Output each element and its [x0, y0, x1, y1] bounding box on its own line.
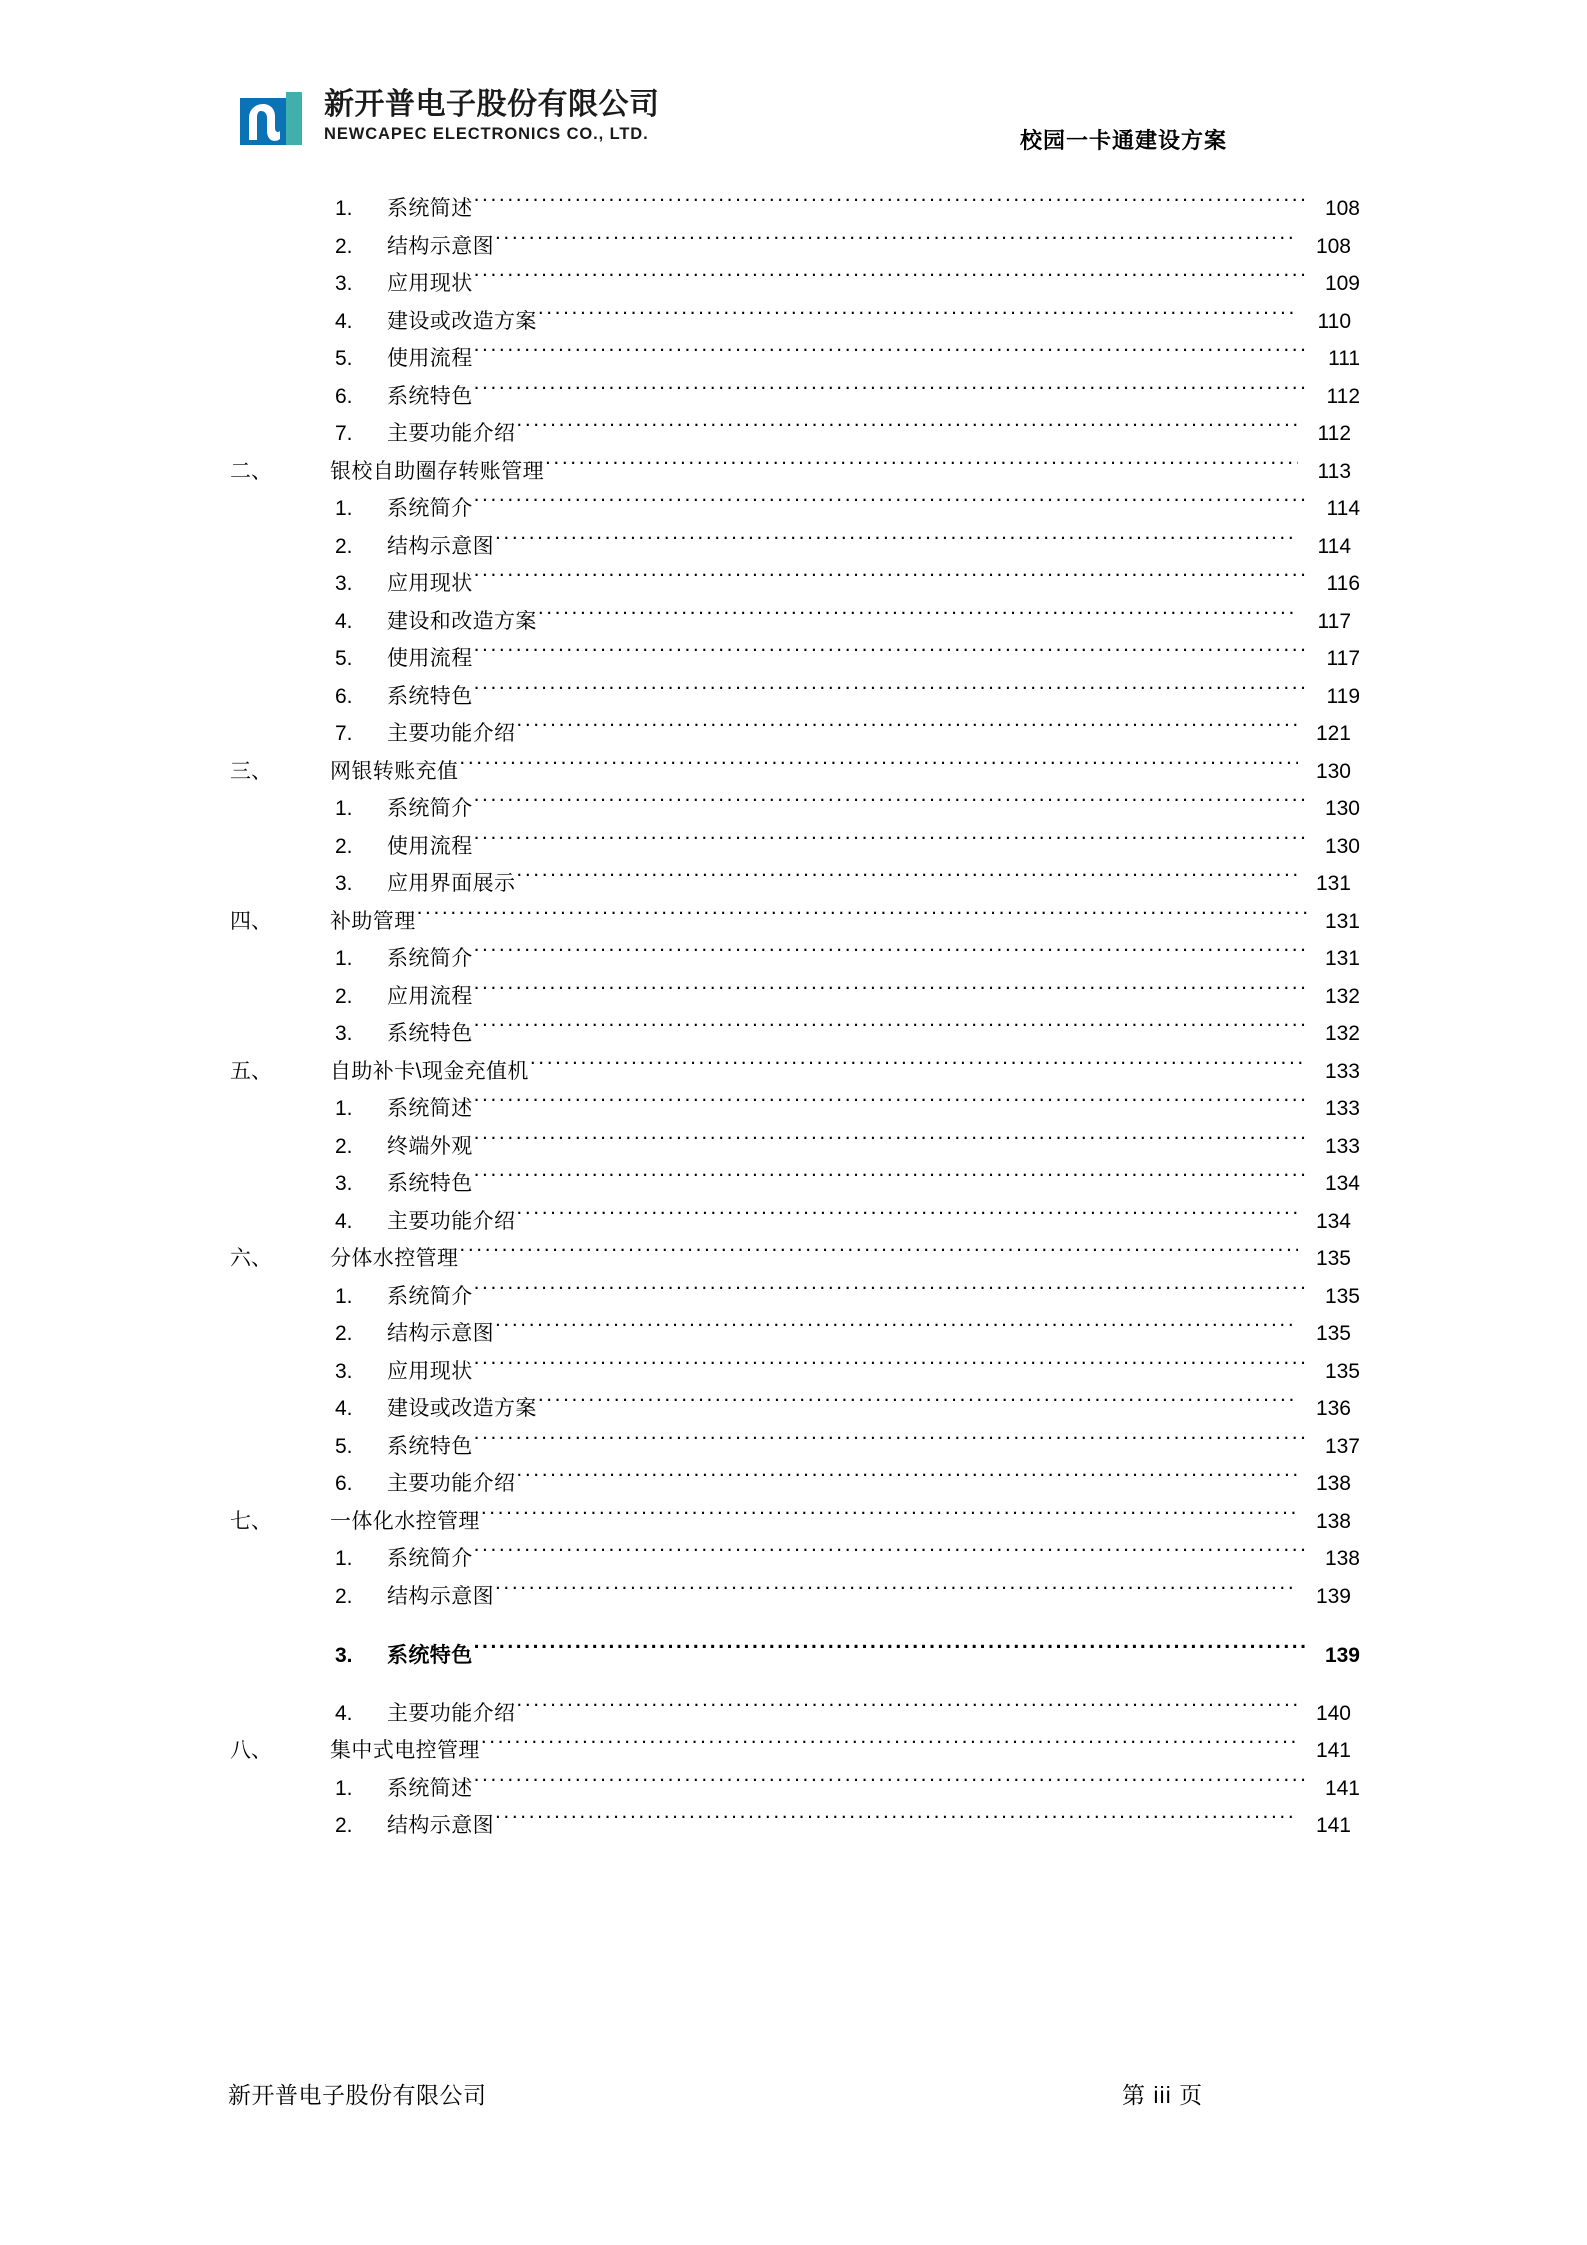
toc-entry[interactable]: [0, 753, 1587, 791]
toc-entry-page-number: 130: [1324, 834, 1360, 858]
toc-entry-label: 银校自助圈存转账管理: [330, 459, 544, 483]
toc-entry-page-number: 134: [1324, 1172, 1360, 1195]
toc-entry-number: 7.: [335, 422, 353, 445]
toc-entry-label: 系统简介: [387, 797, 473, 820]
toc-leader-dots: [474, 1282, 1307, 1303]
toc-entry[interactable]: [0, 903, 1587, 941]
toc-entry-number: 7.: [335, 722, 353, 745]
toc-entry-number: 3.: [335, 272, 353, 295]
toc-entry[interactable]: [0, 528, 1587, 566]
newcapec-logo-icon: [240, 92, 314, 146]
toc-leader-dots: [474, 1132, 1307, 1153]
toc-entry-page-number: 136: [1315, 1397, 1351, 1420]
toc-entry[interactable]: [0, 1465, 1587, 1503]
toc-entry-label: 主要功能介绍: [387, 722, 516, 745]
toc-entry-page-number: 135: [1315, 1322, 1351, 1345]
toc-leader-dots: [459, 757, 1298, 778]
toc-leader-dots: [474, 644, 1307, 665]
toc-entry-number: 六、: [230, 1247, 272, 1270]
toc-leader-dots: [516, 869, 1298, 890]
toc-entry[interactable]: [0, 1128, 1587, 1166]
toc-entry-page-number: 138: [1324, 1547, 1360, 1570]
toc-entry-number: 八、: [230, 1739, 272, 1762]
toc-entry-label: 主要功能介绍: [387, 1209, 516, 1233]
toc-entry-page-number: 112: [1326, 384, 1360, 408]
toc-entry[interactable]: [0, 1578, 1587, 1616]
toc-entry-number: 1.: [335, 1097, 353, 1120]
toc-leader-dots: [495, 532, 1298, 553]
toc-entry-number: 6.: [335, 1472, 353, 1495]
toc-entry-page-number: 116: [1326, 572, 1360, 595]
logo-teal-bar: [286, 92, 302, 145]
toc-entry-number: 3.: [335, 1172, 353, 1195]
toc-entry-page-number: 133: [1324, 1097, 1360, 1120]
toc-entry-number: 1.: [335, 947, 353, 970]
toc-entry[interactable]: [0, 340, 1587, 378]
toc-entry-label: 补助管理: [330, 909, 416, 933]
toc-leader-dots: [516, 1699, 1298, 1720]
toc-entry-label: 终端外观: [387, 1134, 473, 1158]
toc-leader-dots: [516, 1207, 1298, 1228]
toc-leader-dots: [516, 1469, 1298, 1490]
toc-entry-label: 结构示意图: [387, 534, 494, 558]
toc-entry-page-number: 133: [1324, 1059, 1360, 1083]
toc-entry-page-number: 130: [1324, 797, 1360, 820]
toc-entry[interactable]: [0, 1353, 1587, 1391]
toc-entry-number: 二、: [230, 459, 272, 483]
toc-leader-dots: [495, 1811, 1298, 1832]
toc-leader-dots: [516, 719, 1298, 740]
toc-leader-dots: [474, 1544, 1307, 1565]
toc-entry-number: 1.: [335, 197, 353, 220]
table-of-contents: [0, 190, 1587, 1845]
toc-entry-label: 应用现状: [387, 1359, 473, 1383]
toc-entry-label: 系统简述: [387, 197, 473, 220]
page-header: [0, 0, 1587, 170]
toc-entry-label: 主要功能介绍: [387, 1472, 516, 1495]
toc-leader-dots: [481, 1736, 1298, 1757]
toc-entry-number: 4.: [335, 609, 353, 633]
toc-leader-dots: [459, 1244, 1298, 1265]
toc-leader-dots: [474, 944, 1307, 965]
toc-entry-number: 五、: [230, 1059, 272, 1083]
toc-entry[interactable]: [0, 1428, 1587, 1466]
toc-leader-dots: [474, 1774, 1307, 1795]
toc-leader-dots: [474, 794, 1307, 815]
toc-entry-label: 系统特色: [387, 684, 473, 708]
page-footer: [0, 2077, 1587, 2117]
toc-entry-page-number: 117: [1326, 647, 1360, 670]
toc-entry-label: 结构示意图: [387, 234, 494, 258]
toc-entry-page-number: 139: [1324, 1644, 1360, 1667]
toc-entry-label: 系统简介: [387, 497, 473, 520]
toc-entry-page-number: 139: [1315, 1584, 1351, 1608]
toc-entry-label: 结构示意图: [387, 1322, 494, 1345]
toc-entry[interactable]: [0, 190, 1587, 228]
logo-square-shape: [240, 98, 290, 145]
toc-entry[interactable]: [0, 1770, 1587, 1808]
toc-leader-dots: [538, 1394, 1298, 1415]
toc-entry[interactable]: [0, 978, 1587, 1016]
toc-leader-dots: [538, 607, 1298, 628]
toc-entry-number: 3.: [335, 1359, 353, 1383]
toc-entry-number: 3.: [335, 872, 353, 895]
toc-entry-label: 网银转账充值: [330, 759, 459, 783]
toc-entry-page-number: 133: [1324, 1134, 1360, 1158]
toc-entry[interactable]: [0, 1053, 1587, 1091]
toc-entry-number: 1.: [335, 1547, 353, 1570]
toc-leader-dots: [474, 1169, 1307, 1190]
toc-entry-page-number: 138: [1315, 1472, 1351, 1495]
toc-entry[interactable]: [0, 940, 1587, 978]
toc-entry-label: 应用现状: [387, 572, 473, 595]
toc-leader-dots: [474, 1641, 1307, 1662]
company-brand: [240, 88, 660, 146]
toc-entry-page-number: 114: [1326, 497, 1360, 520]
toc-entry-label: 系统简述: [387, 1097, 473, 1120]
toc-entry-page-number: 135: [1324, 1359, 1360, 1383]
toc-leader-dots: [417, 907, 1307, 928]
toc-entry-label: 使用流程: [387, 647, 473, 670]
toc-leader-dots: [495, 232, 1298, 253]
toc-leader-dots: [474, 1357, 1307, 1378]
toc-entry-label: 系统特色: [387, 1644, 473, 1667]
toc-entry-label: 系统特色: [387, 384, 473, 408]
toc-entry-page-number: 141: [1315, 1814, 1351, 1837]
toc-entry-label: 分体水控管理: [330, 1247, 459, 1270]
toc-entry[interactable]: [0, 415, 1587, 453]
toc-entry-page-number: 111: [1328, 347, 1360, 370]
toc-entry[interactable]: [0, 453, 1587, 491]
toc-leader-dots: [474, 569, 1307, 590]
toc-entry[interactable]: [0, 1637, 1587, 1675]
toc-entry-number: 2.: [335, 1814, 353, 1837]
toc-entry[interactable]: [0, 1732, 1587, 1770]
toc-entry-number: 2.: [335, 1134, 353, 1158]
toc-entry-label: 系统特色: [387, 1434, 473, 1458]
toc-leader-dots: [474, 344, 1307, 365]
toc-entry-number: 1.: [335, 1776, 353, 1800]
toc-entry[interactable]: [0, 1315, 1587, 1353]
toc-entry-number: 2.: [335, 534, 353, 558]
toc-entry-label: 应用界面展示: [387, 872, 516, 895]
toc-entry-page-number: 119: [1326, 684, 1360, 708]
toc-entry-label: 结构示意图: [387, 1814, 494, 1837]
toc-entry-label: 一体化水控管理: [330, 1509, 480, 1533]
toc-entry-number: 5.: [335, 1434, 353, 1458]
toc-entry-label: 使用流程: [387, 834, 473, 858]
toc-entry-page-number: 134: [1315, 1209, 1351, 1233]
company-name-cn: 新开普电子股份有限公司: [324, 88, 660, 121]
toc-entry-label: 系统简述: [387, 1776, 473, 1800]
toc-leader-dots: [516, 419, 1298, 440]
toc-entry-label: 建设或改造方案: [387, 1397, 537, 1420]
toc-entry-page-number: 132: [1324, 1022, 1360, 1045]
toc-entry[interactable]: [0, 790, 1587, 828]
toc-entry-label: 结构示意图: [387, 1584, 494, 1608]
toc-entry-label: 集中式电控管理: [330, 1739, 480, 1762]
toc-entry-number: 3.: [335, 572, 353, 595]
toc-entry[interactable]: [0, 603, 1587, 641]
toc-entry-number: 2.: [335, 1322, 353, 1345]
toc-leader-dots: [495, 1582, 1298, 1603]
toc-entry-label: 应用现状: [387, 272, 473, 295]
toc-entry-number: 4.: [335, 1397, 353, 1420]
toc-entry-page-number: 137: [1324, 1434, 1360, 1458]
toc-entry[interactable]: [0, 265, 1587, 303]
toc-entry-page-number: 140: [1315, 1701, 1351, 1725]
toc-entry-number: 2.: [335, 984, 353, 1008]
toc-entry-number: 6.: [335, 684, 353, 708]
toc-entry[interactable]: [0, 1503, 1587, 1541]
toc-leader-dots: [474, 382, 1307, 403]
toc-entry-label: 主要功能介绍: [387, 1701, 516, 1725]
toc-leader-dots: [474, 1094, 1307, 1115]
toc-entry-label: 主要功能介绍: [387, 422, 516, 445]
toc-entry-number: 1.: [335, 1284, 353, 1308]
toc-entry-number: 4.: [335, 309, 353, 333]
toc-entry-page-number: 112: [1317, 422, 1351, 445]
toc-leader-dots: [474, 269, 1307, 290]
toc-entry[interactable]: [0, 1240, 1587, 1278]
toc-entry-label: 使用流程: [387, 347, 473, 370]
toc-leader-dots: [474, 682, 1307, 703]
footer-company-name: 新开普电子股份有限公司: [228, 2082, 487, 2108]
toc-entry[interactable]: [0, 1540, 1587, 1578]
toc-entry-page-number: 141: [1315, 1739, 1351, 1762]
toc-entry-label: 系统特色: [387, 1172, 473, 1195]
toc-entry-label: 系统简介: [387, 1547, 473, 1570]
toc-entry-page-number: 138: [1315, 1509, 1351, 1533]
footer-page-number: 第 iii 页: [1122, 2082, 1204, 2108]
toc-entry-page-number: 135: [1324, 1284, 1360, 1308]
toc-entry-page-number: 109: [1324, 272, 1360, 295]
toc-entry-page-number: 114: [1317, 534, 1351, 558]
toc-leader-dots: [538, 307, 1298, 328]
toc-entry[interactable]: [0, 303, 1587, 341]
toc-entry-number: 3.: [335, 1022, 353, 1045]
brand-text-block: [324, 88, 660, 144]
toc-entry[interactable]: [0, 1165, 1587, 1203]
toc-leader-dots: [481, 1507, 1298, 1528]
toc-leader-dots: [474, 1432, 1307, 1453]
toc-entry[interactable]: [0, 1390, 1587, 1428]
document-title: 校园一卡通建设方案: [1020, 128, 1228, 153]
toc-entry-number: 5.: [335, 347, 353, 370]
toc-entry-label: 系统简介: [387, 947, 473, 970]
toc-entry[interactable]: [0, 828, 1587, 866]
toc-entry-page-number: 141: [1324, 1776, 1360, 1800]
toc-entry-label: 应用流程: [387, 984, 473, 1008]
toc-leader-dots: [530, 1057, 1307, 1078]
toc-entry[interactable]: [0, 1695, 1587, 1733]
toc-leader-dots: [474, 832, 1307, 853]
toc-entry[interactable]: [0, 678, 1587, 716]
toc-entry-number: 4.: [335, 1701, 353, 1725]
toc-entry-number: 1.: [335, 797, 353, 820]
toc-entry-number: 1.: [335, 497, 353, 520]
toc-leader-dots: [545, 457, 1298, 478]
company-name-en: NEWCAPEC ELECTRONICS CO., LTD.: [324, 125, 649, 143]
toc-entry[interactable]: [0, 1015, 1587, 1053]
toc-leader-dots: [474, 494, 1307, 515]
toc-entry-number: 6.: [335, 384, 353, 408]
toc-entry-number: 2.: [335, 1584, 353, 1608]
toc-entry-label: 系统特色: [387, 1022, 473, 1045]
toc-entry[interactable]: [0, 715, 1587, 753]
toc-entry-number: 4.: [335, 1209, 353, 1233]
toc-entry-number: 七、: [230, 1509, 272, 1533]
toc-entry-page-number: 113: [1317, 459, 1351, 483]
toc-entry-number: 三、: [230, 759, 272, 783]
toc-entry-label: 建设和改造方案: [387, 609, 537, 633]
toc-leader-dots: [474, 194, 1307, 215]
toc-entry-page-number: 108: [1315, 234, 1351, 258]
toc-entry[interactable]: [0, 640, 1587, 678]
toc-entry-label: 系统简介: [387, 1284, 473, 1308]
toc-entry-number: 2.: [335, 834, 353, 858]
toc-entry-page-number: 131: [1324, 909, 1360, 933]
toc-entry-number: 5.: [335, 647, 353, 670]
toc-entry[interactable]: [0, 228, 1587, 266]
toc-entry-page-number: 132: [1324, 984, 1360, 1008]
toc-entry[interactable]: [0, 1807, 1587, 1845]
toc-entry[interactable]: [0, 378, 1587, 416]
toc-entry-label: 自助补卡\现金充值机: [330, 1059, 529, 1083]
toc-leader-dots: [474, 982, 1307, 1003]
toc-entry-page-number: 131: [1324, 947, 1360, 970]
toc-entry-number: 四、: [230, 909, 272, 933]
toc-entry-page-number: 110: [1317, 309, 1351, 333]
toc-entry[interactable]: [0, 1203, 1587, 1241]
toc-entry[interactable]: [0, 565, 1587, 603]
toc-leader-dots: [474, 1019, 1307, 1040]
toc-entry[interactable]: [0, 490, 1587, 528]
toc-entry[interactable]: [0, 1278, 1587, 1316]
toc-entry-page-number: 117: [1317, 609, 1351, 633]
toc-entry-page-number: 131: [1315, 872, 1351, 895]
toc-leader-dots: [495, 1319, 1298, 1340]
toc-entry-page-number: 108: [1324, 197, 1360, 220]
toc-entry-page-number: 130: [1315, 759, 1351, 783]
toc-entry[interactable]: [0, 1090, 1587, 1128]
toc-entry-page-number: 135: [1315, 1247, 1351, 1270]
toc-entry-number: 3.: [335, 1644, 353, 1667]
toc-entry-label: 建设或改造方案: [387, 309, 537, 333]
toc-entry-page-number: 121: [1315, 722, 1351, 745]
toc-entry-number: 2.: [335, 234, 353, 258]
toc-entry[interactable]: [0, 865, 1587, 903]
